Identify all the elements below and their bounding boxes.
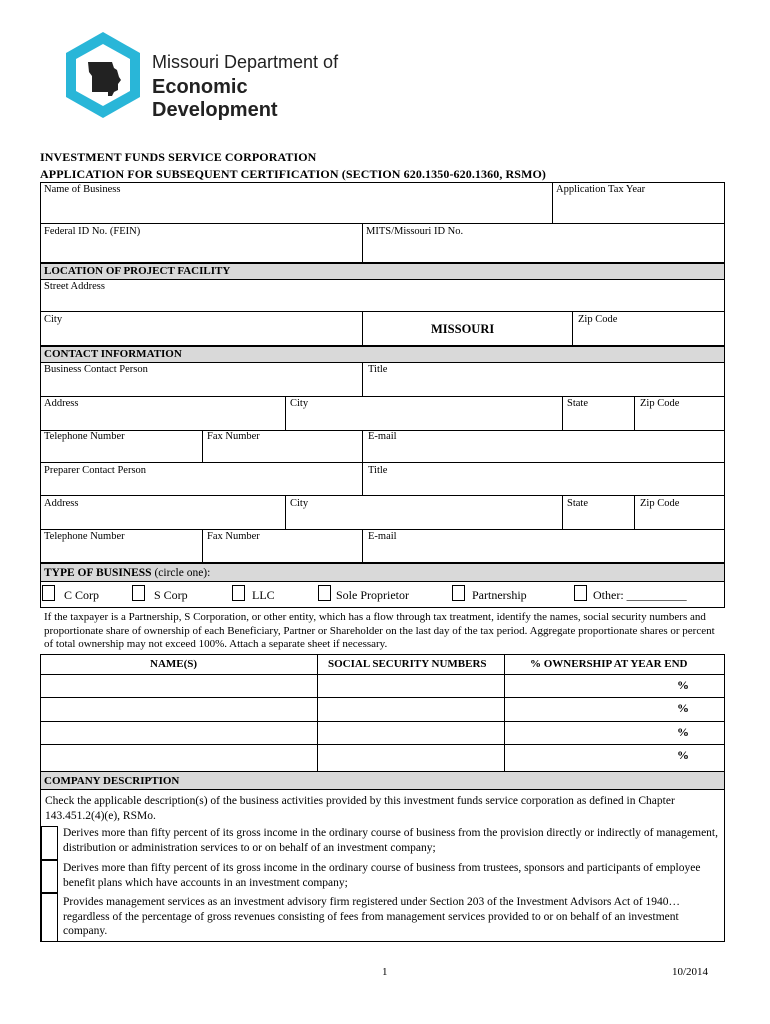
company-section-header: COMPANY DESCRIPTION: [40, 771, 725, 790]
sole-proprietor-checkbox[interactable]: [318, 585, 331, 601]
business-contact-title-label: Title: [368, 364, 388, 375]
logo-line2: Economic Development: [152, 76, 278, 121]
location-section-header: LOCATION OF PROJECT FACILITY: [40, 263, 725, 280]
location-zip-field[interactable]: [572, 311, 725, 346]
preparer-zip-field[interactable]: [634, 495, 725, 530]
location-state-value: MISSOURI: [431, 322, 495, 336]
preparer-email-label: E-mail: [368, 531, 397, 542]
preparer-fax-field[interactable]: [202, 529, 363, 563]
ownership-row-line-3: [40, 721, 725, 722]
fein-field[interactable]: [40, 223, 363, 263]
fein-label: Federal ID No. (FEIN): [44, 226, 141, 237]
contact-fax-field[interactable]: [202, 430, 363, 463]
business-type-divider: [40, 581, 725, 582]
preparer-title-field[interactable]: [362, 462, 725, 496]
name-of-business-field[interactable]: [40, 182, 553, 224]
business-type-header: TYPE OF BUSINESS: [44, 567, 152, 579]
business-type-section-header: [40, 563, 725, 582]
contact-address-field[interactable]: [40, 396, 286, 431]
contact-email-field[interactable]: [362, 430, 725, 463]
preparer-zip-label: Zip Code: [640, 498, 680, 509]
application-tax-year-label: Application Tax Year: [556, 184, 646, 195]
preparer-state-label: State: [567, 498, 588, 509]
contact-telephone-field[interactable]: [40, 430, 203, 463]
location-city-label: City: [44, 314, 63, 325]
preparer-address-label: Address: [44, 498, 79, 509]
preparer-city-label: City: [290, 498, 309, 509]
preparer-contact-label: Preparer Contact Person: [44, 465, 147, 476]
contact-city-label: City: [290, 398, 309, 409]
street-address-label: Street Address: [44, 281, 105, 292]
preparer-title-label: Title: [368, 465, 388, 476]
logo-line1: Missouri Department of: [152, 52, 339, 72]
ownership-table: [40, 654, 725, 772]
contact-email-label: E-mail: [368, 431, 397, 442]
location-zip-label: Zip Code: [578, 314, 618, 325]
contact-section-header: CONTACT INFORMATION: [40, 346, 725, 363]
company-intro: Check the applicable description(s) of the business activities provided by this investment funds service corporation as defined in Chapter 143.451.2(4)(e), RSMo.: [45, 795, 675, 822]
form-date: 10/2014: [672, 966, 709, 978]
s-corp-label: S Corp: [154, 588, 188, 602]
ownership-pct-4: %: [677, 748, 689, 762]
ownership-ssn-header: SOCIAL SECURITY NUMBERS: [328, 658, 487, 670]
other-checkbox[interactable]: [574, 585, 587, 601]
company-option-1: Derives more than fifty percent of its gross income in the ordinary course of business from the provision directly or indirectly of management, distribution or administration services to or on behalf of an investment company;: [63, 827, 719, 854]
c-corp-checkbox[interactable]: [42, 585, 55, 601]
street-address-field[interactable]: [40, 279, 725, 312]
company-option-3-checkbox[interactable]: [41, 893, 58, 942]
partnership-checkbox[interactable]: [452, 585, 465, 601]
llc-label: LLC: [252, 588, 275, 602]
application-tax-year-field[interactable]: [552, 182, 725, 224]
contact-city-field[interactable]: [285, 396, 563, 431]
form-title-line2: APPLICATION FOR SUBSEQUENT CERTIFICATION (SECTION 620.1350-620.1360, RSMO): [40, 167, 547, 181]
ownership-col-divider-2: [504, 654, 505, 772]
ownership-paragraph: If the taxpayer is a Partnership, S Corporation, or other entity, which has a flow through tax treatment, identify the names, social security numbers and proportionate share of ownership of each Beneficiary, Partner or Shareholder on the last day of the tax period. Aggregate proportionate shares or percent of total ownership may not exceed 100%. Attach a separate sheet if necessary.: [44, 611, 715, 650]
business-type-note: (circle one):: [154, 567, 211, 579]
location-city-field[interactable]: [40, 311, 363, 346]
contact-fax-label: Fax Number: [207, 431, 260, 442]
preparer-state-field[interactable]: [562, 495, 635, 530]
preparer-fax-label: Fax Number: [207, 531, 260, 542]
preparer-email-field[interactable]: [362, 529, 725, 563]
logo: [62, 30, 362, 125]
missouri-logo-icon: [62, 30, 144, 120]
ownership-pct-3: %: [677, 725, 689, 739]
ownership-col-divider-1: [317, 654, 318, 772]
mits-id-label: MITS/Missouri ID No.: [366, 226, 464, 237]
preparer-city-field[interactable]: [285, 495, 563, 530]
c-corp-label: C Corp: [64, 588, 100, 602]
s-corp-checkbox[interactable]: [132, 585, 145, 601]
preparer-address-field[interactable]: [40, 495, 286, 530]
business-contact-title-field[interactable]: [362, 362, 725, 397]
ownership-row-line-1: [40, 674, 725, 675]
form-title-line1: INVESTMENT FUNDS SERVICE CORPORATION: [40, 150, 317, 164]
mits-id-field[interactable]: [362, 223, 725, 263]
contact-zip-label: Zip Code: [640, 398, 680, 409]
company-option-3: Provides management services as an investment advisory firm registered under Section 203 of the Investment Advisors Act of 1940…regardless of the percentage of gross revenues consisting of fees from management services provided to or on behalf of an investment company.: [63, 896, 681, 937]
ownership-row-line-4: [40, 744, 725, 745]
name-of-business-label: Name of Business: [44, 184, 121, 195]
ownership-pct-header: % OWNERSHIP AT YEAR END: [530, 658, 688, 670]
page-number: 1: [382, 966, 388, 978]
company-option-2-checkbox[interactable]: [41, 860, 58, 893]
partnership-label: Partnership: [472, 588, 527, 602]
ownership-names-header: NAME(S): [150, 658, 198, 670]
ownership-pct-2: %: [677, 701, 689, 715]
business-contact-label: Business Contact Person: [44, 364, 148, 375]
contact-state-label: State: [567, 398, 588, 409]
ownership-row-line-2: [40, 697, 725, 698]
contact-zip-field[interactable]: [634, 396, 725, 431]
contact-address-label: Address: [44, 398, 79, 409]
company-option-1-checkbox[interactable]: [41, 826, 58, 860]
business-contact-field[interactable]: [40, 362, 363, 397]
location-state-field: [362, 311, 573, 346]
contact-state-field[interactable]: [562, 396, 635, 431]
llc-checkbox[interactable]: [232, 585, 245, 601]
company-option-2: Derives more than fifty percent of its gross income in the ordinary course of business from trustees, sponsors and participants of employee benefit plans which have accounts in an investment company;: [63, 862, 701, 889]
ownership-pct-1: %: [677, 678, 689, 692]
contact-telephone-label: Telephone Number: [44, 431, 125, 442]
preparer-telephone-field[interactable]: [40, 529, 203, 563]
preparer-contact-field[interactable]: [40, 462, 363, 496]
other-label: Other: __________: [593, 588, 687, 602]
sole-proprietor-label: Sole Proprietor: [336, 588, 409, 602]
preparer-telephone-label: Telephone Number: [44, 531, 125, 542]
